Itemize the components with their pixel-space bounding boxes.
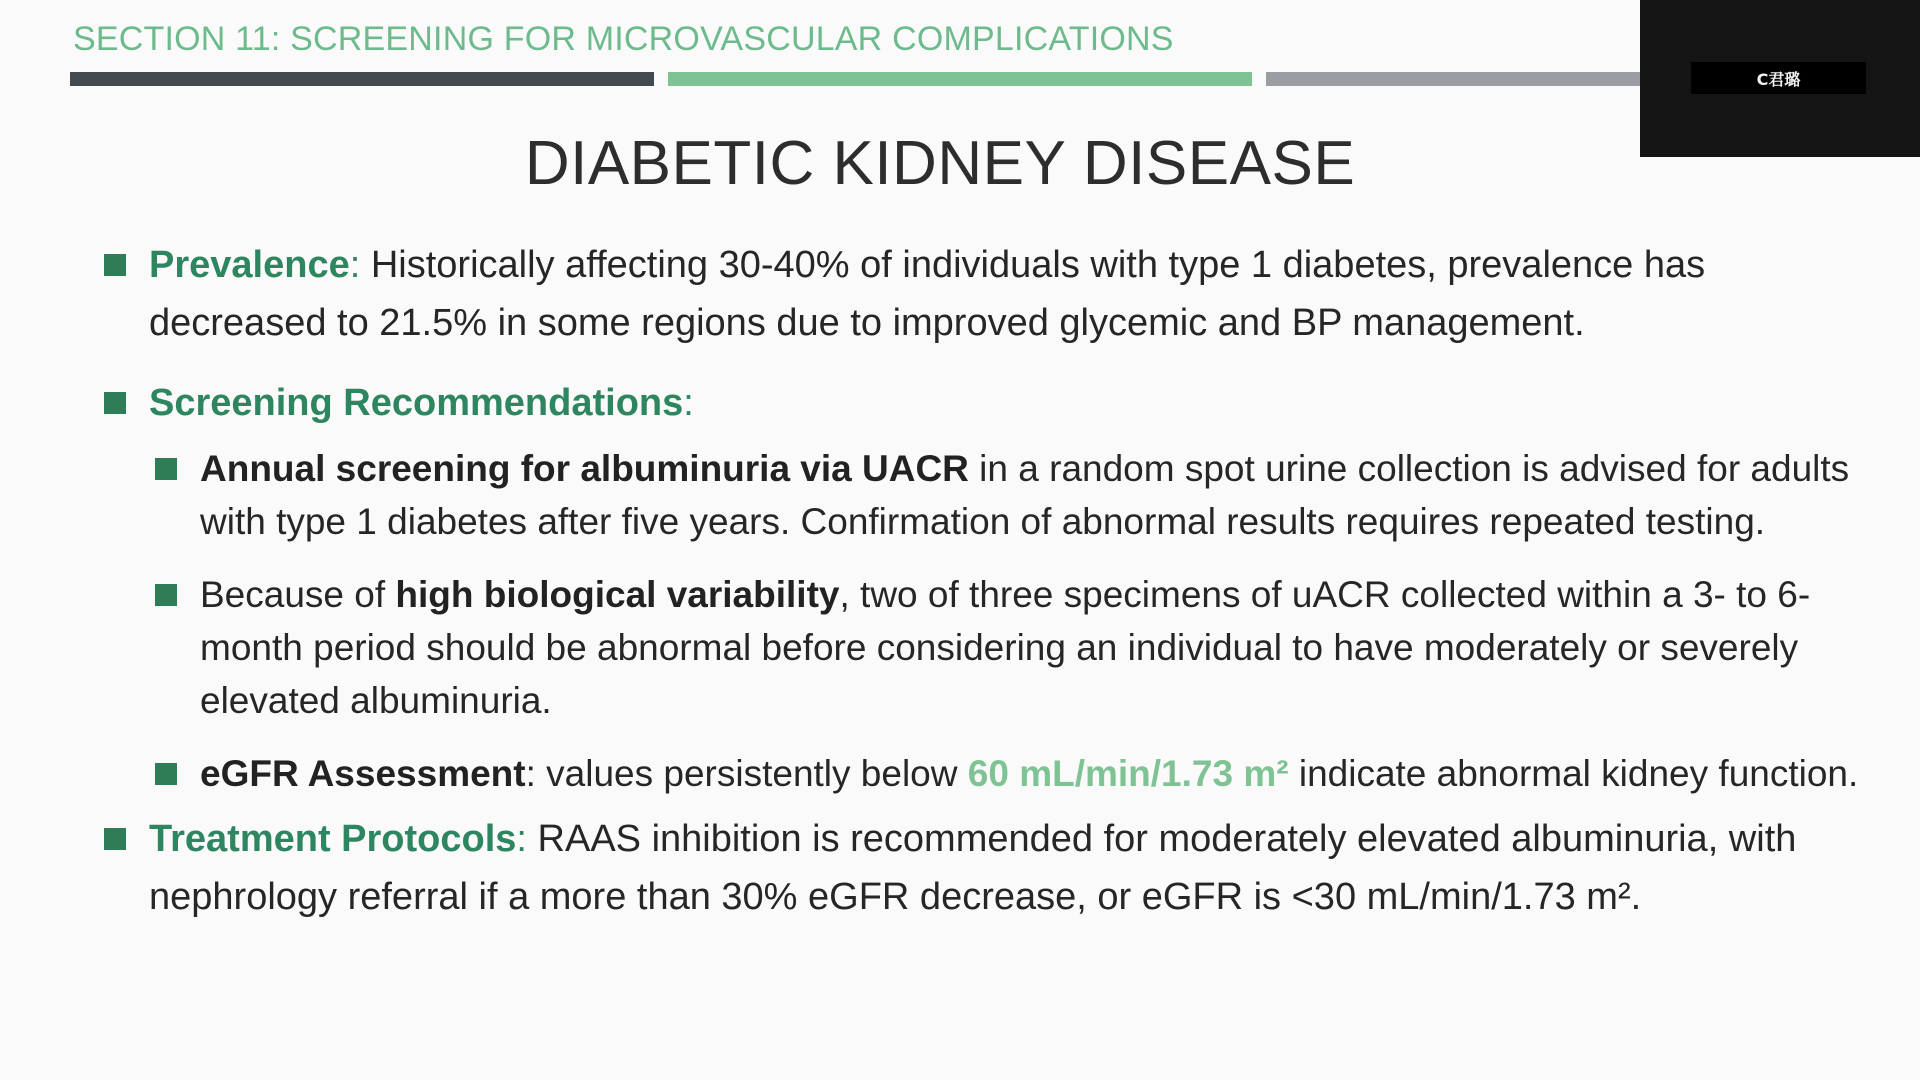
header-bar-gray	[1266, 72, 1650, 86]
slide-content	[100, 236, 1860, 926]
section-header: SECTION 11: SCREENING FOR MICROVASCULAR COMPLICATIONS	[73, 20, 1174, 58]
prevalence-text: Historically affecting 30-40% of individuals with type 1 diabetes, prevalence has decreased to 21.5% in some regions due to improved glycemic and BP management.	[149, 244, 1706, 344]
treatment-colon: :	[516, 818, 527, 860]
egfr-pre-value: : values persistently below	[525, 753, 968, 794]
egfr-bold: eGFR Assessment	[200, 753, 526, 794]
prevalence-colon: :	[349, 244, 361, 286]
variability-text: , two of three specimens of uACR collected within a 3- to 6-month period should be abnormal before considering an individual to have moderately or severely elevated albuminuria.	[200, 574, 1811, 721]
egfr-text: indicate abnormal kidney function.	[1288, 753, 1859, 794]
sub-bullet-egfr	[100, 747, 1860, 800]
header-bar-green	[668, 72, 1252, 86]
variability-bold: high biological variability	[395, 574, 840, 615]
square-bullet-icon	[155, 763, 177, 785]
bullet-treatment	[100, 810, 1860, 926]
bullet-screening	[100, 374, 1860, 432]
screening-colon: :	[683, 382, 694, 424]
egfr-value: 60 mL/min/1.73 m²	[967, 753, 1289, 794]
screening-term: Screening Recommendations	[149, 382, 684, 424]
treatment-term: Treatment Protocols	[149, 818, 517, 860]
square-bullet-icon	[104, 254, 126, 276]
sub-bullet-variability	[100, 568, 1860, 727]
video-overlay-label: C君璐	[1691, 62, 1866, 94]
square-bullet-icon	[104, 828, 126, 850]
variability-pre: Because of	[200, 574, 396, 615]
bullet-prevalence	[100, 236, 1860, 352]
prevalence-term: Prevalence	[149, 244, 350, 286]
slide-title: DIABETIC KIDNEY DISEASE	[524, 129, 1356, 198]
header-bar-dark	[70, 72, 654, 86]
annual-screening-text: in a random spot urine collection is advised for adults with type 1 diabetes after five years. Confirmation of abnormal results requires repeated testing.	[200, 448, 1850, 542]
square-bullet-icon	[155, 458, 177, 480]
annual-screening-bold: Annual screening for albuminuria via UACR	[200, 448, 969, 489]
square-bullet-icon	[155, 584, 177, 606]
square-bullet-icon	[104, 392, 126, 414]
sub-bullet-annual-screening	[100, 442, 1860, 548]
treatment-text: RAAS inhibition is recommended for moderately elevated albuminuria, with nephrology referral if a more than 30% eGFR decrease, or eGFR is <30 mL/min/1.73 m².	[149, 818, 1797, 918]
